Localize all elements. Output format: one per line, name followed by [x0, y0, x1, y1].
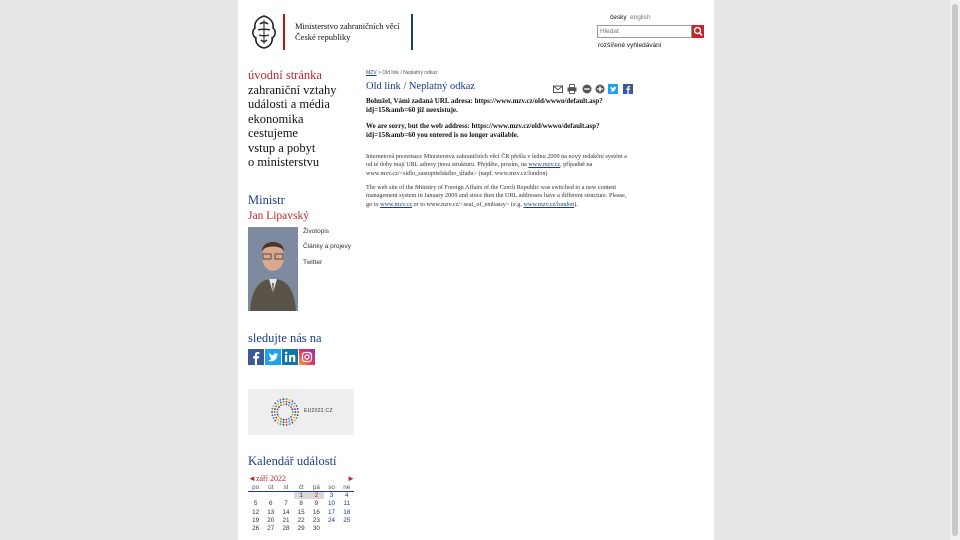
calendar-day[interactable]: 17 [324, 508, 339, 516]
eu-logo-dot [274, 414, 276, 416]
eu-logo-dot [291, 403, 293, 405]
info-paragraph-en [366, 184, 631, 209]
calendar-empty-cell [324, 525, 339, 533]
calendar-day[interactable]: 7 [278, 500, 293, 508]
calendar-day[interactable]: 4 [339, 492, 354, 500]
scrollbar-thumb[interactable] [952, 4, 958, 536]
calendar-day[interactable]: 18 [339, 508, 354, 516]
calendar-day[interactable]: 22 [294, 516, 309, 524]
main-nav [248, 68, 337, 170]
calendar-day[interactable]: 25 [339, 516, 354, 524]
calendar-day[interactable]: 15 [294, 508, 309, 516]
eu-presidency-banner[interactable] [248, 389, 354, 435]
eu-logo-dot [288, 404, 290, 406]
nav-item-economy[interactable]: ekonomika [248, 111, 304, 126]
calendar-week-row [248, 508, 354, 516]
eu-logo-dot [291, 400, 293, 402]
twitter-share-icon[interactable] [608, 84, 618, 94]
eu-logo-dot [293, 417, 295, 419]
calendar-day[interactable]: 30 [309, 525, 324, 533]
search-input[interactable] [597, 25, 692, 38]
linkedin-icon[interactable] [282, 349, 298, 365]
header-divider [411, 14, 413, 50]
eu-logo-dot [273, 405, 275, 407]
nav-item-entry-stay[interactable]: vstup a pobyt [248, 140, 316, 155]
calendar-table [248, 483, 354, 533]
eu-logo-dot [280, 421, 282, 423]
weekday-header: čt [294, 483, 309, 492]
calendar-body [248, 492, 354, 533]
eu-logo-dot [280, 418, 282, 420]
eu-logo-dot [286, 424, 288, 426]
eu-logo-dot [296, 405, 298, 407]
error-message-cz: Bohužel, Vámi zadaná URL adresa: https://www.mzv.cz/old/wwwo/default.asp?idj=15&amb=60 již neexistuje. [366, 97, 603, 114]
calendar-day[interactable]: 8 [294, 500, 309, 508]
follow-heading: sledujte nás na [248, 331, 322, 345]
eu-logo-dot [275, 417, 277, 419]
eu-logo-dot [291, 419, 293, 421]
eu-logo-dot [274, 420, 276, 422]
eu-logo-dot [277, 403, 279, 405]
eu-logo-dot [288, 418, 290, 420]
eu-logo-dot [291, 422, 293, 424]
eu-logo-dot [286, 401, 288, 403]
calendar-week-row [248, 500, 354, 508]
mzv-link-en[interactable]: www.mzv.cz [380, 200, 412, 208]
eu-logo-dot [286, 421, 288, 423]
calendar-month: září 2022 [256, 474, 286, 483]
weekday-header: st [278, 483, 293, 492]
eu-logo-dot [297, 408, 299, 410]
eu-logo-dot [277, 408, 279, 410]
search-icon [692, 25, 704, 38]
eu-logo-dot [294, 402, 296, 404]
instagram-icon[interactable] [299, 349, 315, 365]
eu-logo-dot [278, 416, 280, 418]
calendar-day[interactable]: 20 [263, 516, 278, 524]
calendar-day[interactable]: 16 [309, 508, 324, 516]
minister-photo[interactable] [248, 227, 298, 311]
eu-logo-dot [296, 417, 298, 419]
calendar-heading: Kalendář událostí [248, 454, 337, 468]
eu-logo-dot [283, 419, 285, 421]
calendar-empty-cell [278, 492, 293, 500]
calendar-day[interactable]: 11 [339, 500, 354, 508]
calendar-empty-cell [339, 525, 354, 533]
weekday-header: pá [309, 483, 324, 492]
calendar-day[interactable]: 14 [278, 508, 293, 516]
eu-logo-dot [274, 402, 276, 404]
calendar-day[interactable]: 9 [309, 500, 324, 508]
breadcrumb [366, 70, 438, 76]
advanced-search-link[interactable]: rozšířené vyhledávání [598, 42, 662, 49]
calendar-day[interactable]: 27 [263, 525, 278, 533]
calendar-week-row [248, 525, 354, 533]
eu-logo-dot [290, 416, 292, 418]
calendar-day[interactable]: 12 [248, 508, 263, 516]
calendar-day[interactable]: 6 [263, 500, 278, 508]
calendar-day[interactable]: 1 [294, 492, 309, 500]
facebook-share-icon[interactable] [623, 84, 633, 94]
calendar-prev-button[interactable]: ◄ [248, 474, 256, 483]
page [238, 0, 714, 540]
facebook-icon[interactable] [248, 349, 264, 365]
calendar-day[interactable]: 28 [278, 525, 293, 533]
eu-logo-dot [273, 417, 275, 419]
calendar-day[interactable]: 21 [278, 516, 293, 524]
minister-articles-link[interactable]: Články a projevy [303, 243, 352, 250]
calendar-next-button[interactable]: ► [347, 474, 355, 483]
weekday-header: so [324, 483, 339, 492]
minister-bio-link[interactable]: Životopis [303, 228, 330, 235]
eu-logo-dot [297, 411, 299, 413]
eu-logo-dot [274, 411, 276, 413]
lang-english-link[interactable]: english [630, 14, 651, 21]
eu-logo-dot [283, 403, 285, 405]
error-message-en: We are sorry, but the web address: https://www.mzv.cz/old/wwwo/default.asp?idj=15&amb=60 you entered is no longer available. [366, 122, 600, 139]
eu-logo-dot [288, 402, 290, 404]
calendar-week-row [248, 516, 354, 524]
eu-logo-dot [285, 403, 287, 405]
eu-logo-dot [297, 414, 299, 416]
eu-logo-dot [279, 423, 281, 425]
breadcrumb-current: > Old link / Neplatný odkaz [376, 70, 438, 76]
minister-heading: Ministr [248, 193, 285, 207]
eu-logo-dot [279, 399, 281, 401]
twitter-icon[interactable] [265, 349, 281, 365]
weekday-header: ne [339, 483, 354, 492]
eu-logo-dot [278, 406, 280, 408]
calendar-empty-cell [248, 492, 263, 500]
calendar-day[interactable]: 24 [324, 516, 339, 524]
eu-logo-dot [293, 405, 295, 407]
logo-divider [283, 14, 285, 50]
minister-twitter-link[interactable]: Twitter [303, 259, 323, 266]
info-text-cz-a: Internetová prezentace Ministerstva zahraničních věcí ČR přešla v lednu 2009 na nový redakční systém a od té doby mají URL adresy jinou strukturu. Přejděte, prosím, na [366, 153, 627, 169]
eu-logo-dot [283, 421, 285, 423]
info-text-en-c: ). [574, 200, 578, 208]
ministry-name-line1: Ministerstvo zahraničních věcí [295, 21, 400, 31]
lang-czech-link[interactable]: česky [610, 14, 627, 21]
eu-logo-dot [280, 404, 282, 406]
vertical-scrollbar[interactable] [950, 0, 960, 540]
eu-logo-dot [271, 408, 273, 410]
eu-presidency-label: EU2022.CZ [304, 408, 333, 414]
email-icon[interactable] [553, 84, 563, 94]
eu-logo-dot [294, 420, 296, 422]
calendar-day[interactable]: 5 [248, 500, 263, 508]
zoom-out-icon[interactable] [582, 84, 592, 94]
eu-logo-dot [271, 411, 273, 413]
eu-logo-dot [289, 423, 291, 425]
eu-logo-dot [295, 411, 297, 413]
search-button[interactable] [692, 25, 704, 38]
eu-logo-dot [288, 421, 290, 423]
eu-logo-dot [291, 414, 293, 416]
info-text-en-a: The web site of the Ministry of Foreign Affairs of the Czech Republic was switched to a new content management system in January 2009 and since then the URL addresses have a different structure. Please, go to [366, 184, 627, 208]
calendar-week-row [248, 492, 354, 500]
eu-logo-dot [294, 414, 296, 416]
eu-logo-dot [283, 401, 285, 403]
eu-logo-dot [291, 408, 293, 410]
weekday-header: po [248, 483, 263, 492]
eu-logo-dot [277, 414, 279, 416]
info-text-cz-b: , případně na www.mzv.cz/<sídlo_zastupitelského_úřadu> (např. www.mzv.cz/london) [366, 161, 593, 177]
nav-item-home[interactable]: úvodní stránka [248, 68, 322, 82]
eu-logo-dot [277, 419, 279, 421]
minister-name[interactable]: Jan Lipavský [248, 210, 310, 222]
eu-logo-dot [280, 402, 282, 404]
eu-logo-dot [277, 422, 279, 424]
nav-item-about[interactable]: o ministerstvu [248, 155, 320, 169]
page-title: Old link / Neplatný odkaz [366, 81, 476, 92]
ministry-name[interactable] [295, 21, 400, 43]
london-link[interactable]: www.mzv.cz/london [523, 200, 575, 208]
nav-item-travel[interactable]: cestujeme [248, 126, 298, 140]
eu-logo-dot [283, 424, 285, 426]
calendar-day[interactable]: 29 [294, 525, 309, 533]
calendar-day[interactable]: 3 [324, 492, 339, 500]
eu-logo-dot [277, 400, 279, 402]
eu-logo-dot [274, 408, 276, 410]
calendar-empty-cell [263, 492, 278, 500]
eu-logo-dot [285, 419, 287, 421]
weekday-header: út [263, 483, 278, 492]
ministry-name-line2: České republiky [295, 32, 351, 42]
eu-logo-dot [275, 405, 277, 407]
nav-item-foreign-relations[interactable]: zahraniční vztahy [248, 82, 337, 97]
eu-logo-dot [283, 398, 285, 400]
info-text-en-b: or to www.mzv.cz/<seat_of_embassy> (e.g. [411, 200, 524, 208]
calendar-day[interactable]: 26 [248, 525, 263, 533]
minister-portrait [248, 227, 298, 311]
eu-logo-dot [292, 411, 294, 413]
zoom-in-icon[interactable] [595, 84, 605, 94]
state-emblem-logo[interactable] [248, 14, 280, 50]
info-paragraph-cz [366, 153, 631, 178]
eu-logo-dot [286, 398, 288, 400]
eu-logo-dot [276, 411, 278, 413]
breadcrumb-home-link[interactable]: MZV [366, 70, 377, 76]
calendar-day[interactable]: 23 [309, 516, 324, 524]
mzv-link-cz[interactable]: www.mzv.cz [528, 161, 561, 169]
eu-logo-dot [294, 408, 296, 410]
calendar-day[interactable]: 19 [248, 516, 263, 524]
calendar-day[interactable]: 10 [324, 500, 339, 508]
calendar-day[interactable]: 13 [263, 508, 278, 516]
print-icon[interactable] [567, 84, 577, 94]
calendar-day[interactable]: 2 [309, 492, 324, 500]
nav-item-events-media[interactable]: události a média [248, 97, 330, 111]
eu-logo-dot [290, 406, 292, 408]
eu-presidency-logo [270, 397, 300, 427]
eu-logo-dot [289, 399, 291, 401]
eu-logo-dot [271, 414, 273, 416]
